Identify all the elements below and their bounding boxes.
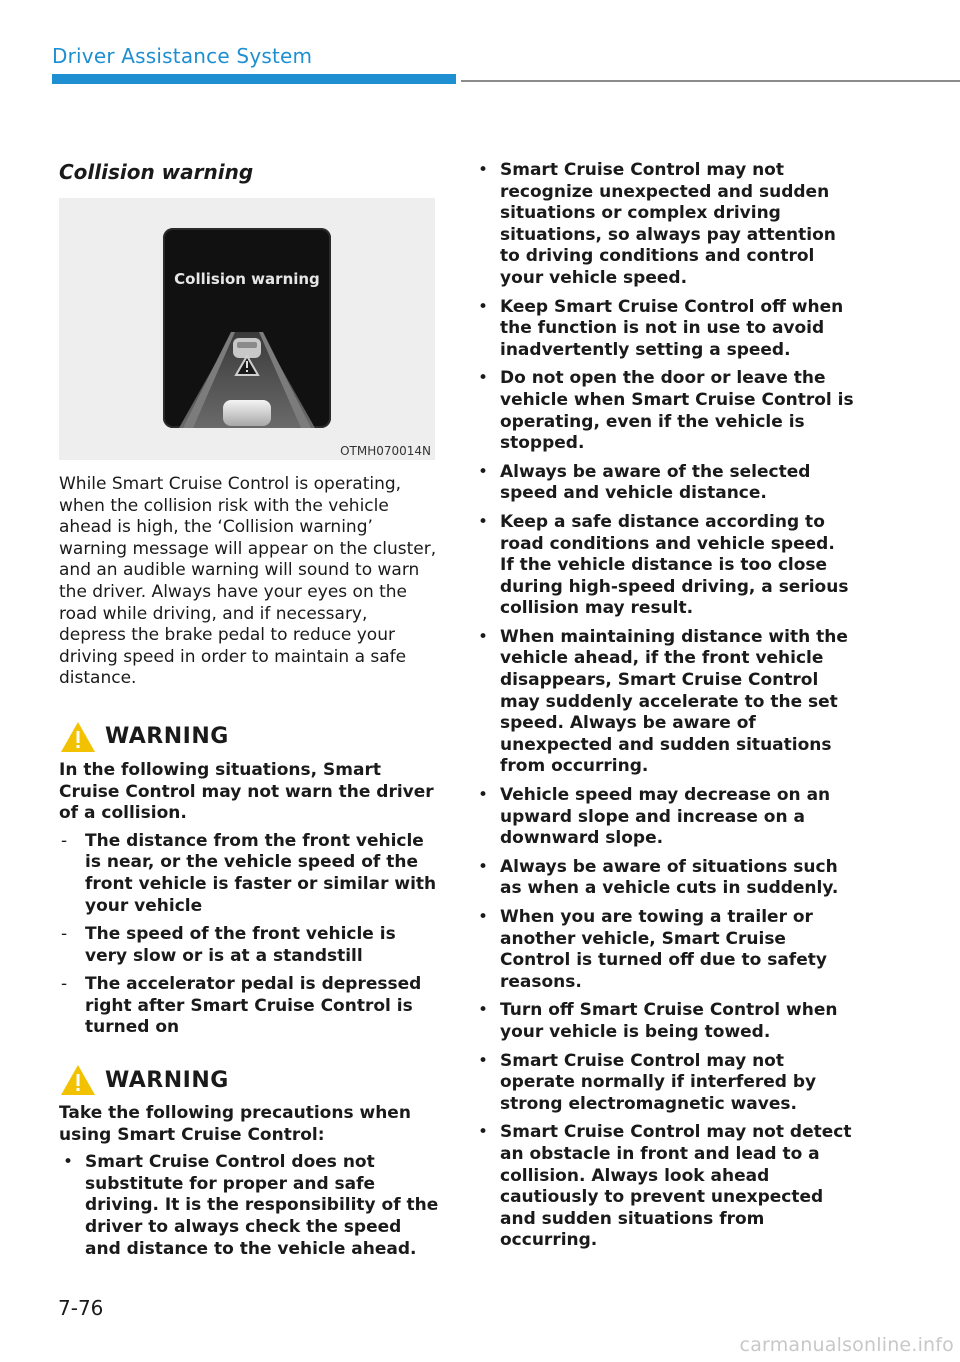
- list-item: - The accelerator pedal is depressed right after Smart Cruise Control is turned on: [61, 974, 422, 1038]
- list-item: • When maintaining distance with the vehicle ahead, if the front vehicle disappears, Smart Cruise Control may suddenly accelerate to the set speed. Always be aware of unexpected and sudden situations from occurring.: [478, 626, 848, 777]
- list-item: • Smart Cruise Control may not recognize unexpected and sudden situations or complex driving situations, so always pay attention to driving conditions and control your vehicle speed.: [478, 160, 836, 288]
- own-vehicle-icon: [223, 400, 271, 426]
- intro-paragraph: While Smart Cruise Control is operating, when the collision risk with the vehicle ahead is high, the ‘Collision warning’ warning message will appear on the cluster, and an audible warning will sound to warn the driver. Always have your eyes on the road while driving, and if necessary, depress the brake pedal to reduce your driving speed in order to maintain a safe distance.: [59, 474, 437, 689]
- header-section-title: Driver Assistance System: [52, 44, 313, 68]
- list-item: • Smart Cruise Control may not operate normally if interfered by strong electromagnetic waves.: [478, 1050, 817, 1114]
- precaution-list: [59, 1152, 439, 1260]
- list-item: • Vehicle speed may decrease on an upward slope and increase on a downward slope.: [478, 785, 831, 849]
- warning-list: [59, 831, 439, 1039]
- screen-message: Collision warning: [174, 270, 320, 288]
- list-item: • Always be aware of the selected speed and vehicle distance.: [478, 461, 811, 504]
- header-rule-accent: [52, 74, 456, 84]
- road-illustration: [163, 228, 331, 428]
- list-item: - The speed of the front vehicle is very slow or is at a standstill: [61, 924, 396, 966]
- figure-cluster-display: [59, 198, 435, 460]
- section-title: Collision warning: [59, 160, 254, 184]
- warning-intro: Take the following precautions when using Smart Cruise Control:: [59, 1103, 411, 1145]
- list-item: - The distance from the front vehicle is near, or the vehicle speed of the front vehicle is faster or similar with your vehicle: [61, 830, 437, 916]
- list-item: • Smart Cruise Control does not substitute for proper and safe driving. It is the responsibility of the driver to always check the speed and distance to the vehicle ahead.: [63, 1152, 439, 1259]
- warning-block-2: [59, 1063, 439, 1260]
- warning-intro: In the following situations, Smart Cruise Control may not warn the driver of a collision.: [59, 759, 434, 824]
- warning-triangle-icon: [59, 1063, 97, 1097]
- warning-block-1: [59, 720, 439, 1039]
- list-item: • Turn off Smart Cruise Control when your vehicle is being towed.: [478, 1000, 838, 1042]
- precaution-list-continued: [474, 160, 854, 1252]
- warning-label: WARNING: [105, 1067, 229, 1093]
- list-item: • When you are towing a trailer or another vehicle, Smart Cruise Control is turned off due to safety reasons.: [478, 907, 827, 992]
- list-item: • Smart Cruise Control may not detect an obstacle in front and lead to a collision. Always look ahead cautiously to prevent unexpected and sudden situations from occurring.: [478, 1122, 852, 1251]
- list-item: • Do not open the door or leave the vehicle when Smart Cruise Control is operating, even if the vehicle is stopped.: [478, 368, 854, 454]
- watermark-link[interactable]: carmanualsonline.info: [739, 1334, 954, 1356]
- cluster-screen: [163, 228, 331, 428]
- page-number: 7-76: [58, 1296, 104, 1320]
- warning-triangle-icon: [59, 720, 97, 754]
- header-rule-gray: [461, 80, 960, 82]
- figure-code: OTMH070014N: [340, 444, 431, 458]
- list-item: • Keep a safe distance according to road conditions and vehicle speed. If the vehicle distance is too close during high-speed driving, a serious collision may result.: [478, 511, 849, 619]
- left-column: [59, 160, 439, 1267]
- right-column: [474, 160, 854, 1259]
- list-item: • Keep Smart Cruise Control off when the function is not in use to avoid inadvertently setting a speed.: [478, 296, 844, 360]
- warning-label: WARNING: [105, 724, 229, 750]
- list-item: • Always be aware of situations such as when a vehicle cuts in suddenly.: [478, 856, 839, 899]
